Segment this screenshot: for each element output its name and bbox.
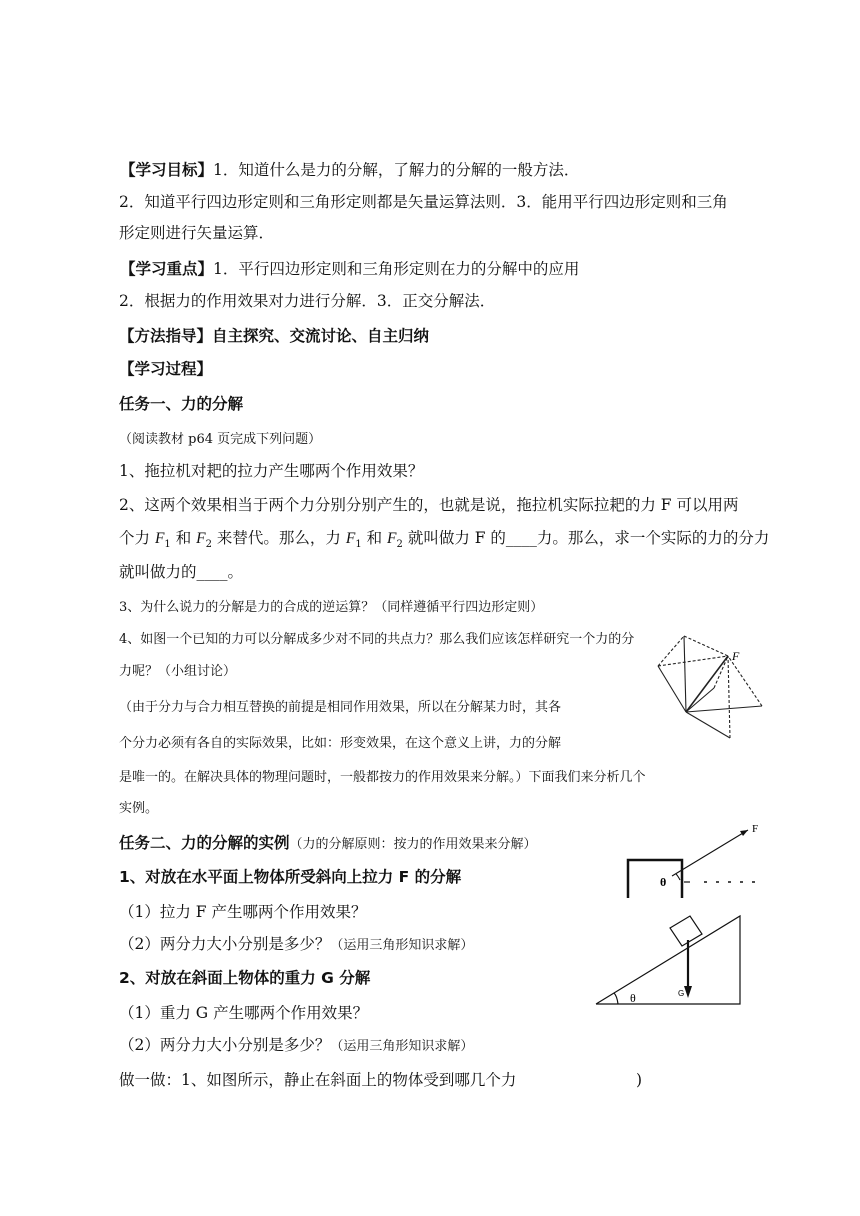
task2-title-line bbox=[119, 833, 537, 855]
method-text: 自主探究、交流讨论、自主归纳 bbox=[212, 327, 430, 345]
key-points-line-2: 2．根据力的作用效果对力进行分解．3．正交分解法． bbox=[119, 292, 496, 310]
ex1-q2-note: （运用三角形知识求解） bbox=[330, 938, 474, 953]
key-points-text-1: 1．平行四边形定则和三角形定则在力的分解中的应用 bbox=[213, 260, 580, 278]
gravity-label: G bbox=[678, 989, 685, 998]
force-symbol: F bbox=[196, 530, 206, 547]
force-label: F bbox=[732, 649, 740, 663]
ex2-q2-note: （运用三角形知识求解） bbox=[330, 1039, 474, 1054]
task1-note-line4: 实例。 bbox=[119, 801, 159, 816]
objectives-line-3: 形定则进行矢量运算． bbox=[119, 224, 275, 242]
angle-label: θ bbox=[660, 875, 667, 889]
ex1-q2 bbox=[119, 934, 473, 956]
method-line bbox=[119, 326, 429, 346]
pull-force-label: F bbox=[752, 823, 759, 835]
subscript: 1 bbox=[164, 539, 171, 551]
task1-note-line2: 个分力必须有各自的实际效果，比如：形变效果，在这个意义上讲，力的分解 bbox=[119, 736, 562, 751]
ex1-title: 1、对放在水平面上物体所受斜向上拉力 F 的分解 bbox=[119, 868, 462, 886]
ex1-q2-text: （2）两分力大小分别是多少？ bbox=[119, 935, 331, 953]
objectives-heading: 【学习目标】 bbox=[120, 161, 214, 179]
subscript: 2 bbox=[396, 539, 403, 551]
practice-line: 做一做：1、如图所示，静止在斜面上的物体受到哪几个力 bbox=[119, 1071, 517, 1089]
task1-note-line1: （由于分力与合力相互替换的前提是相同作用效果，所以在分解某力时，其各 bbox=[119, 700, 562, 715]
note-text: 是唯一的。在解决具体的物理问题时，一般都按力的作用效果来分解。） bbox=[119, 770, 529, 785]
gravity-arrowhead bbox=[684, 986, 692, 998]
task1-q2-line3: 就叫做力的____。 bbox=[119, 563, 244, 581]
q2-text-a: 个力 bbox=[119, 529, 155, 547]
ex2-q1: （1）重力 G 产生哪两个作用效果？ bbox=[119, 1004, 369, 1022]
note-tail: 下面我们来分析几个 bbox=[528, 770, 646, 785]
subscript: 1 bbox=[355, 539, 362, 551]
task2-principle: （力的分解原则：按力的作用效果来分解） bbox=[289, 837, 537, 852]
process-heading: 【学习过程】 bbox=[119, 360, 213, 378]
q2-text-b: 和 bbox=[170, 529, 197, 547]
ex2-title: 2、对放在斜面上物体的重力 G 分解 bbox=[119, 969, 371, 987]
subscript: 2 bbox=[205, 539, 212, 551]
task1-title: 任务一、力的分解 bbox=[119, 395, 244, 413]
force-symbol: F bbox=[345, 530, 356, 547]
task2-title: 任务二、力的分解的实例 bbox=[119, 834, 290, 852]
task1-q1: 1、拖拉机对耙的拉力产生哪两个作用效果？ bbox=[119, 462, 424, 480]
task1-q2-line2 bbox=[119, 528, 769, 555]
ex1-q1: （1）拉力 F 产生哪两个作用效果？ bbox=[119, 903, 367, 921]
incline-figure bbox=[592, 912, 744, 1007]
practice-tail: ) bbox=[636, 1071, 643, 1089]
objectives-line-2: 2．知道平行四边形定则和三角形定则都是矢量运算法则．3．能用平行四边形定则和三角 bbox=[119, 193, 728, 211]
objectives-text-1: 1．知道什么是力的分解，了解力的分解的一般方法． bbox=[213, 161, 580, 179]
objectives-line-1 bbox=[120, 160, 579, 180]
task1-q3: 3、为什么说力的分解是力的合成的逆运算？（同样遵循平行四边形定则） bbox=[119, 600, 544, 615]
key-points-line-1 bbox=[120, 259, 579, 279]
key-points-heading: 【学习重点】 bbox=[120, 260, 214, 278]
task1-note-line3 bbox=[119, 768, 646, 788]
incline-angle-label: θ bbox=[630, 991, 636, 1005]
task1-q4-line2: 力呢？（小组讨论） bbox=[119, 664, 237, 679]
task1-q2-line1: 2、这两个效果相当于两个力分别分别产生的，也就是说，拖拉机实际拉耙的力 F 可以用两 bbox=[119, 496, 739, 514]
force-symbol: F bbox=[387, 530, 397, 547]
force-decomposition-figure bbox=[654, 630, 770, 742]
method-heading: 【方法指导】 bbox=[119, 327, 213, 345]
q2-text-d: 和 bbox=[361, 529, 388, 547]
task1-q4-line1: 4、如图一个已知的力可以分解成多少对不同的共点力？那么我们应该怎样研究一个力的分 bbox=[119, 632, 635, 647]
ex2-q2-text: （2）两分力大小分别是多少？ bbox=[119, 1036, 331, 1054]
q2-text-c: 来替代。那么，力 bbox=[211, 529, 346, 547]
ex2-q2 bbox=[119, 1035, 473, 1057]
force-symbol: F bbox=[154, 530, 165, 547]
pulled-block-figure bbox=[620, 818, 765, 900]
task1-reading: （阅读教材 p64 页完成下列问题） bbox=[119, 432, 322, 447]
q2-text-e: 就叫做力 F 的____力。那么，求一个实际的力的分力 bbox=[402, 529, 770, 547]
